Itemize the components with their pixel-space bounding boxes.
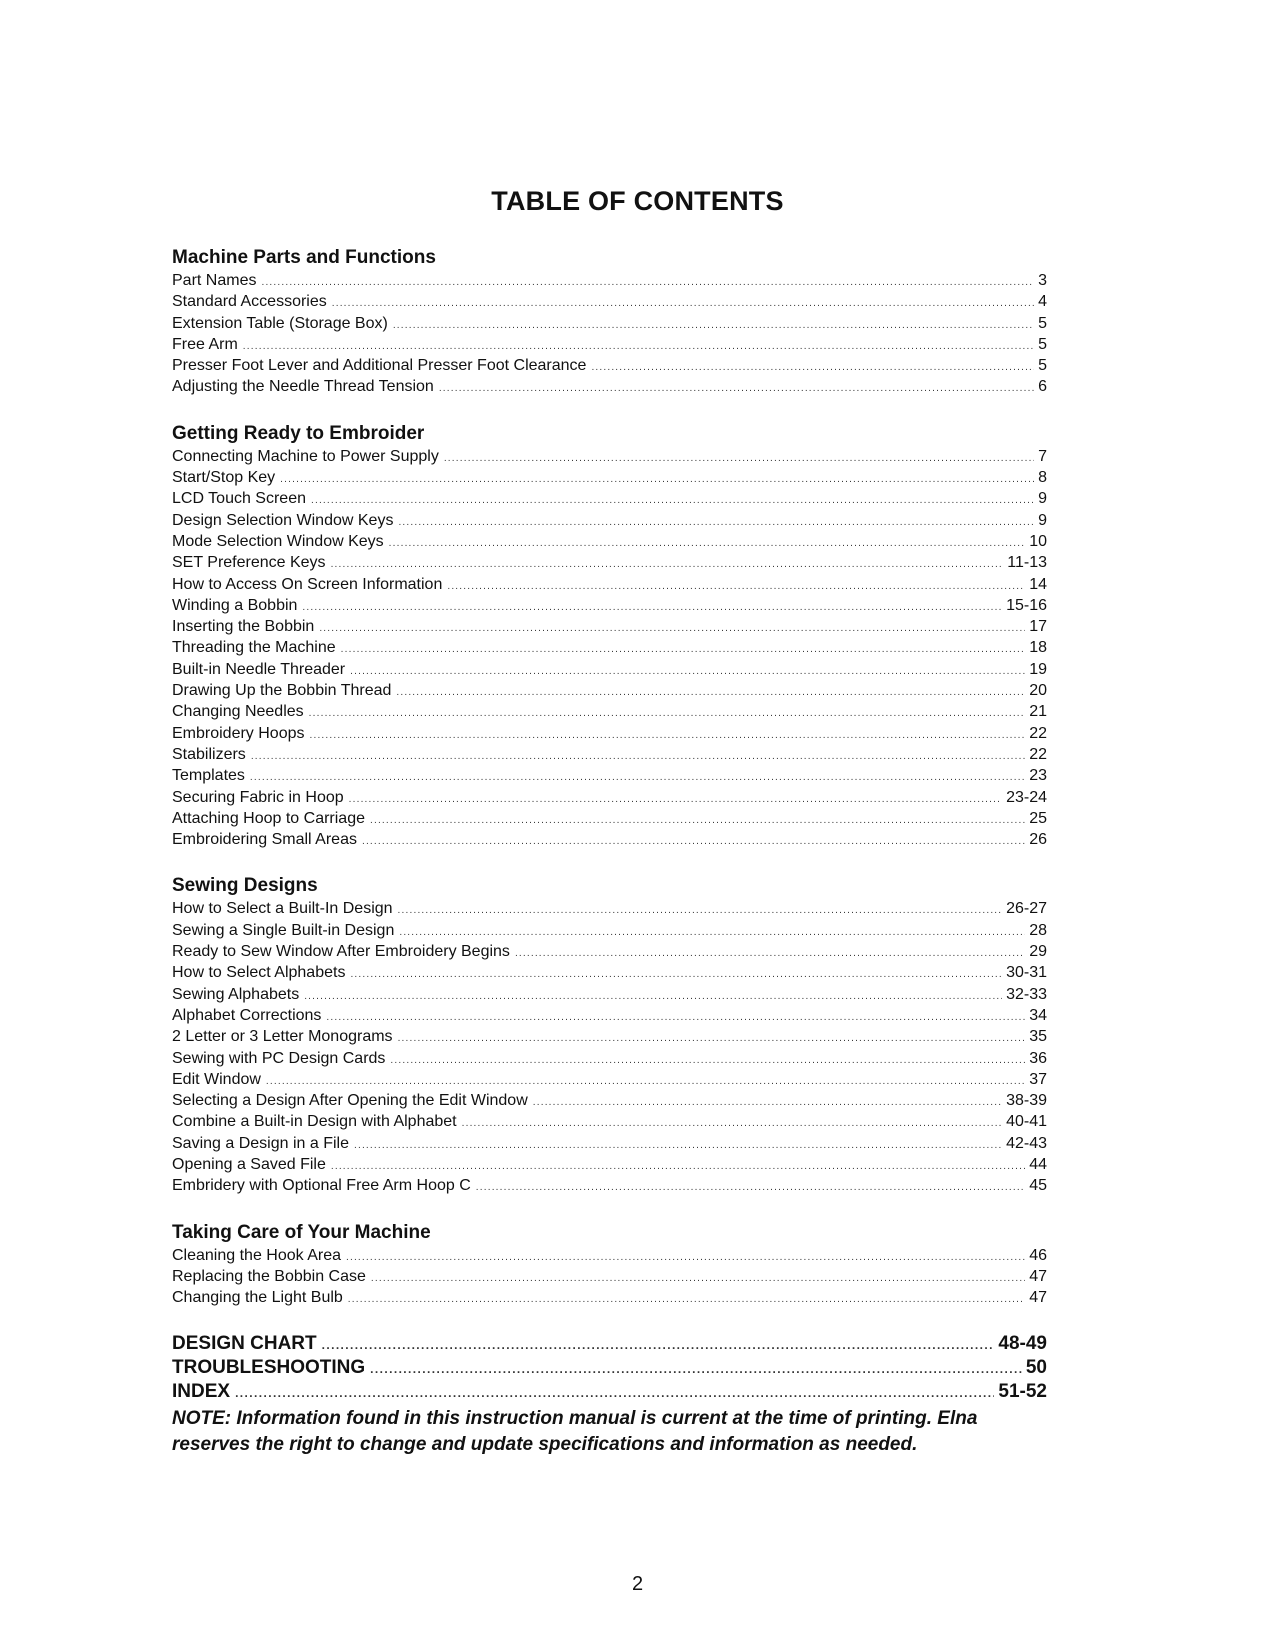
- dot-leader: [261, 272, 1034, 293]
- dot-leader: [399, 922, 1025, 943]
- toc-entry[interactable]: [172, 446, 1047, 467]
- entry-label: Free Arm: [172, 335, 238, 353]
- entry-label: How to Select Alphabets: [172, 964, 346, 982]
- entry-label: Ready to Sew Window After Embroidery Begins: [172, 943, 510, 961]
- toc-entry[interactable]: [172, 1005, 1047, 1026]
- toc-entry[interactable]: [172, 765, 1047, 786]
- entry-label: Built-in Needle Threader: [172, 660, 346, 678]
- dot-leader: [350, 964, 1002, 985]
- entry-label: Design Selection Window Keys: [172, 511, 394, 529]
- dot-leader: [348, 1289, 1025, 1310]
- toc-sections: [172, 246, 1047, 1308]
- dot-leader: [398, 900, 1003, 921]
- entry-label: DESIGN CHART: [172, 1333, 317, 1355]
- entry-label: Presser Foot Lever and Additional Presser Foot Clearance: [172, 357, 587, 375]
- entry-label: SET Preference Keys: [172, 554, 326, 572]
- entry-page: 19: [1029, 660, 1047, 678]
- dot-leader: [280, 469, 1034, 490]
- toc-entry[interactable]: [172, 488, 1047, 509]
- entry-label: Sewing Alphabets: [172, 985, 300, 1003]
- entry-label: Embridery with Optional Free Arm Hoop C: [172, 1177, 471, 1195]
- dot-leader: [319, 618, 1025, 639]
- entry-label: Drawing Up the Bobbin Thread: [172, 682, 392, 700]
- entry-page: 30-31: [1006, 964, 1047, 982]
- dot-leader: [350, 661, 1025, 682]
- dot-leader: [398, 1028, 1026, 1049]
- entry-page: 47: [1029, 1267, 1047, 1285]
- toc-entry[interactable]: [172, 744, 1047, 765]
- entry-label: Threading the Machine: [172, 639, 336, 657]
- entry-label: Embroidering Small Areas: [172, 831, 357, 849]
- entry-label: Saving a Design in a File: [172, 1134, 349, 1152]
- dot-leader: [396, 682, 1025, 703]
- toc-entry[interactable]: [172, 510, 1047, 531]
- dot-leader: [476, 1177, 1025, 1198]
- dot-leader: [251, 746, 1025, 767]
- entry-page: 50: [1025, 1357, 1047, 1379]
- toc-entry[interactable]: [172, 1154, 1047, 1175]
- entry-label: INDEX: [172, 1381, 231, 1403]
- entry-label: Mode Selection Window Keys: [172, 532, 384, 550]
- toc-entry[interactable]: [172, 467, 1047, 488]
- major-toc-entry[interactable]: [172, 1332, 1047, 1356]
- dot-leader: [371, 1268, 1025, 1289]
- entry-page: 29: [1029, 943, 1047, 961]
- toc-entry[interactable]: [172, 701, 1047, 722]
- entry-label: Securing Fabric in Hoop: [172, 788, 344, 806]
- dot-leader: [309, 703, 1026, 724]
- toc-entry[interactable]: [172, 1111, 1047, 1132]
- entry-page: 9: [1038, 490, 1047, 508]
- toc-entry[interactable]: [172, 376, 1047, 397]
- entry-label: Cleaning the Hook Area: [172, 1246, 341, 1264]
- entry-page: 8: [1038, 469, 1047, 487]
- section-heading: Machine Parts and Functions: [172, 247, 436, 268]
- entry-page: 38-39: [1006, 1092, 1047, 1110]
- dot-leader: [331, 1156, 1025, 1177]
- dot-leader: [310, 725, 1026, 746]
- dot-leader: [346, 1247, 1025, 1268]
- dot-leader: [389, 533, 1026, 554]
- entry-label: Combine a Built-in Design with Alphabet: [172, 1113, 457, 1131]
- entry-page: 23-24: [1006, 788, 1047, 806]
- toc-entry[interactable]: [172, 574, 1047, 595]
- dot-leader: [311, 490, 1034, 511]
- toc-entry[interactable]: [172, 616, 1047, 637]
- toc-entry[interactable]: [172, 1026, 1047, 1047]
- entry-page: 5: [1038, 357, 1047, 375]
- toc-entry[interactable]: [172, 984, 1047, 1005]
- dot-leader: [393, 315, 1034, 336]
- entry-page: 20: [1029, 682, 1047, 700]
- dot-leader: [331, 554, 1004, 575]
- major-toc-entry[interactable]: [172, 1380, 1047, 1404]
- note-text: NOTE: Information found in this instruction manual is current at the time of printing. Elna reserves the right to change and update specifications and information as needed.: [172, 1408, 978, 1455]
- dot-leader: [235, 1381, 994, 1405]
- entry-label: Alphabet Corrections: [172, 1006, 322, 1024]
- entry-label: Adjusting the Needle Thread Tension: [172, 378, 434, 396]
- dot-leader: [398, 512, 1034, 533]
- entry-label: Start/Stop Key: [172, 469, 276, 487]
- entry-page: 42-43: [1006, 1134, 1047, 1152]
- toc-entry[interactable]: [172, 1245, 1047, 1266]
- entry-page: 4: [1038, 293, 1047, 311]
- dot-leader: [243, 336, 1034, 357]
- dot-leader: [370, 1357, 1022, 1381]
- entry-label: Inserting the Bobbin: [172, 618, 315, 636]
- entry-page: 18: [1029, 639, 1047, 657]
- toc-entry[interactable]: [172, 941, 1047, 962]
- toc-entry[interactable]: [172, 637, 1047, 658]
- entry-page: 40-41: [1006, 1113, 1047, 1131]
- toc-section: [172, 246, 1047, 398]
- entry-label: Opening a Saved File: [172, 1155, 326, 1173]
- dot-leader: [354, 1135, 1002, 1156]
- entry-page: 35: [1029, 1028, 1047, 1046]
- entry-label: Selecting a Design After Opening the Edit Window: [172, 1092, 528, 1110]
- toc-section: [172, 1221, 1047, 1309]
- entry-label: Stabilizers: [172, 745, 246, 763]
- dot-leader: [304, 986, 1002, 1007]
- entry-page: 48-49: [998, 1333, 1047, 1355]
- entry-label: Changing the Light Bulb: [172, 1289, 343, 1307]
- entry-page: 28: [1029, 921, 1047, 939]
- entry-label: Templates: [172, 767, 245, 785]
- entry-page: 3: [1038, 272, 1047, 289]
- toc-entry[interactable]: [172, 723, 1047, 744]
- toc-entry[interactable]: [172, 829, 1047, 850]
- toc-entry[interactable]: [172, 1175, 1047, 1196]
- entry-page: 36: [1029, 1049, 1047, 1067]
- entry-label: Embroidery Hoops: [172, 724, 305, 742]
- toc-entry[interactable]: [172, 270, 1047, 291]
- entry-page: 22: [1029, 724, 1047, 742]
- dot-leader: [390, 1050, 1025, 1071]
- toc-section: [172, 874, 1047, 1196]
- entry-label: Edit Window: [172, 1070, 261, 1088]
- entry-label: Sewing with PC Design Cards: [172, 1049, 386, 1067]
- toc-entry[interactable]: [172, 334, 1047, 355]
- entry-label: How to Access On Screen Information: [172, 575, 443, 593]
- dot-leader: [302, 597, 1002, 618]
- toc-entry[interactable]: [172, 898, 1047, 919]
- dot-leader: [322, 1333, 995, 1357]
- entry-page: 17: [1029, 618, 1047, 636]
- entry-label: TROUBLESHOOTING: [172, 1357, 366, 1379]
- entry-page: 37: [1029, 1070, 1047, 1088]
- dot-leader: [362, 831, 1025, 852]
- entry-page: 45: [1029, 1177, 1047, 1195]
- entry-page: 25: [1029, 809, 1047, 827]
- dot-leader: [439, 378, 1034, 399]
- toc-entry[interactable]: [172, 355, 1047, 376]
- entry-label: How to Select a Built-In Design: [172, 900, 393, 918]
- toc-entry[interactable]: [172, 808, 1047, 829]
- dot-leader: [250, 767, 1025, 788]
- toc-entry[interactable]: [172, 595, 1047, 616]
- dot-leader: [444, 448, 1034, 469]
- entry-page: 21: [1029, 703, 1047, 721]
- dot-leader: [591, 357, 1034, 378]
- entry-page: 5: [1038, 314, 1047, 332]
- section-heading: Taking Care of Your Machine: [172, 1221, 431, 1243]
- entry-page: 5: [1038, 335, 1047, 353]
- entry-page: 10: [1029, 532, 1047, 550]
- dot-leader: [341, 639, 1026, 660]
- entry-page: 14: [1029, 575, 1047, 593]
- toc-entry[interactable]: [172, 1048, 1047, 1069]
- toc-entry[interactable]: [172, 552, 1047, 573]
- dot-leader: [326, 1007, 1025, 1028]
- toc-entry[interactable]: [172, 962, 1047, 983]
- entry-label: Part Names: [172, 272, 257, 289]
- page-title: TABLE OF CONTENTS: [491, 186, 784, 216]
- entry-label: Extension Table (Storage Box): [172, 314, 388, 332]
- entry-label: Attaching Hoop to Carriage: [172, 809, 365, 827]
- entry-label: Changing Needles: [172, 703, 304, 721]
- dot-leader: [533, 1092, 1002, 1113]
- toc-entry[interactable]: [172, 531, 1047, 552]
- toc-entry[interactable]: [172, 787, 1047, 808]
- toc-section: [172, 422, 1047, 851]
- entry-page: 6: [1038, 378, 1047, 396]
- toc-entry[interactable]: [172, 313, 1047, 334]
- major-toc-entry[interactable]: [172, 1356, 1047, 1380]
- entry-page: 26: [1029, 831, 1047, 849]
- entry-label: Sewing a Single Built-in Design: [172, 921, 395, 939]
- entry-page: 51-52: [998, 1381, 1047, 1403]
- entry-page: 44: [1029, 1155, 1047, 1173]
- toc-entry[interactable]: [172, 680, 1047, 701]
- toc-entry[interactable]: [172, 1133, 1047, 1154]
- toc-entry[interactable]: [172, 659, 1047, 680]
- major-entries: [172, 1332, 1047, 1404]
- dot-leader: [515, 943, 1025, 964]
- entry-page: 15-16: [1006, 596, 1047, 614]
- entry-page: 26-27: [1006, 900, 1047, 918]
- dot-leader: [332, 293, 1034, 314]
- entry-page: 47: [1029, 1289, 1047, 1307]
- dot-leader: [447, 576, 1025, 597]
- dot-leader: [349, 789, 1002, 810]
- table-of-contents: [172, 246, 1047, 1404]
- entry-label: Winding a Bobbin: [172, 596, 298, 614]
- entry-page: 9: [1038, 511, 1047, 529]
- toc-entry[interactable]: [172, 1287, 1047, 1308]
- entry-label: Standard Accessories: [172, 293, 327, 311]
- entry-page: 32-33: [1006, 985, 1047, 1003]
- toc-entry[interactable]: [172, 1069, 1047, 1090]
- toc-entry[interactable]: [172, 291, 1047, 312]
- page-number: 2: [631, 1573, 644, 1595]
- toc-entry[interactable]: [172, 920, 1047, 941]
- entry-page: 23: [1029, 767, 1047, 785]
- dot-leader: [370, 810, 1025, 831]
- entry-label: Connecting Machine to Power Supply: [172, 447, 439, 465]
- entry-label: 2 Letter or 3 Letter Monograms: [172, 1028, 393, 1046]
- dot-leader: [266, 1071, 1025, 1092]
- toc-entry[interactable]: [172, 1090, 1047, 1111]
- entry-page: 11-13: [1007, 554, 1047, 572]
- dot-leader: [462, 1113, 1002, 1134]
- entry-page: 34: [1029, 1006, 1047, 1024]
- toc-entry[interactable]: [172, 1266, 1047, 1287]
- section-heading: Sewing Designs: [172, 875, 318, 897]
- entry-page: 7: [1038, 447, 1047, 465]
- entry-label: LCD Touch Screen: [172, 490, 306, 508]
- entry-page: 22: [1029, 745, 1047, 763]
- entry-page: 46: [1029, 1246, 1047, 1264]
- section-heading: Getting Ready to Embroider: [172, 422, 425, 444]
- entry-label: Replacing the Bobbin Case: [172, 1267, 366, 1285]
